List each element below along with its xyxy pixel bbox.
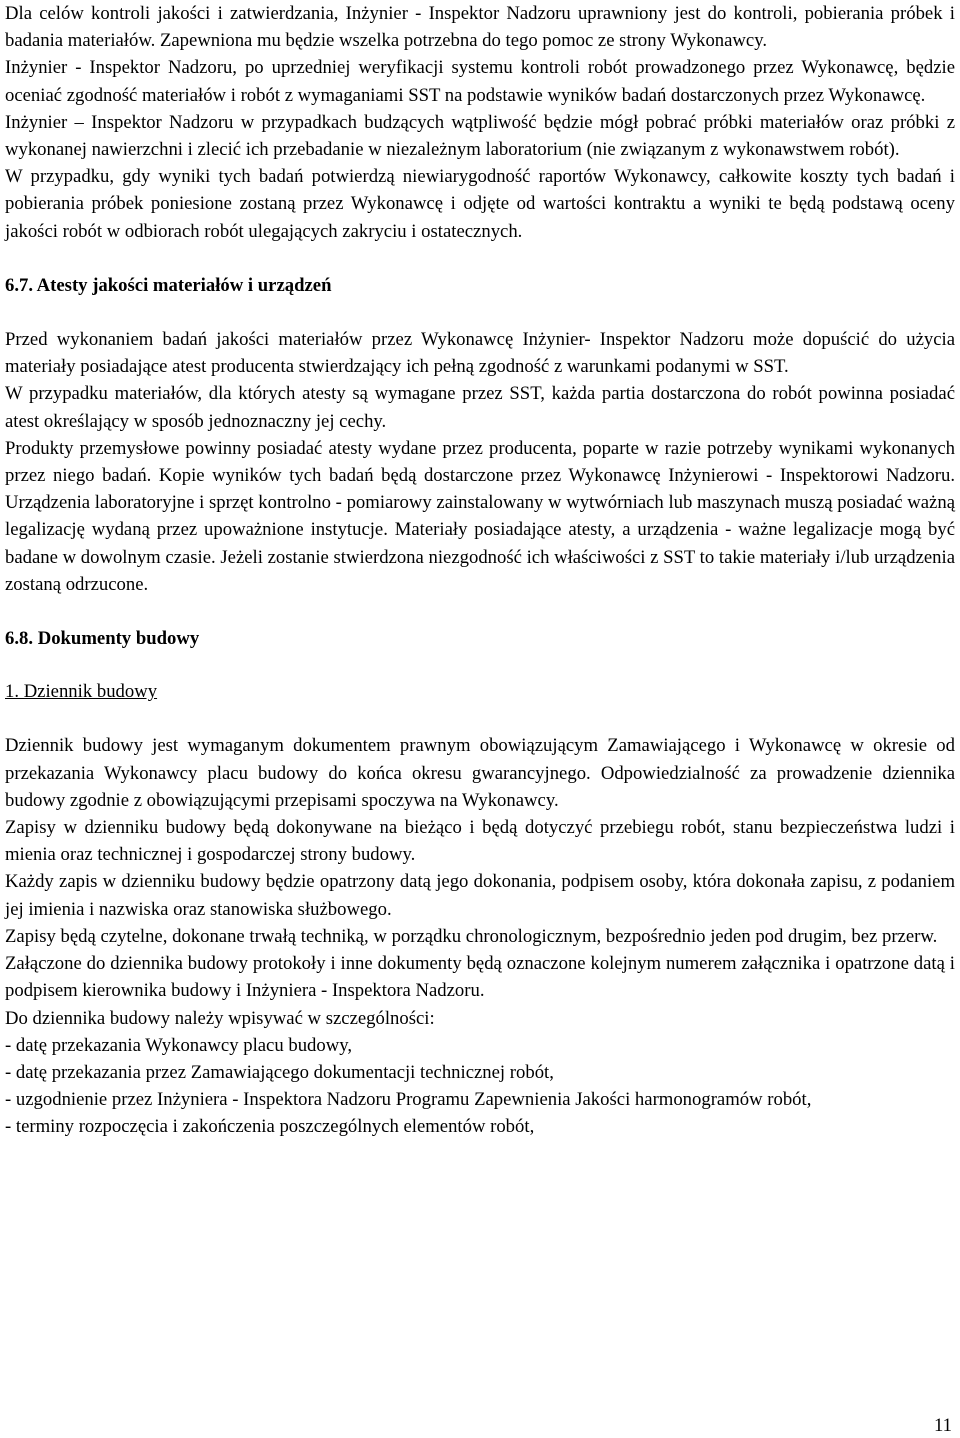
document-page — [5, 0, 955, 1141]
paragraph: Do dziennika budowy należy wpisywać w szczególności: — [5, 1007, 435, 1029]
paragraph: W przypadku materiałów, dla których atesty są wymagane przez SST, każda partia dostarczona do robót powinna posiadać atest określający w sposób jednoznaczny jej cechy. — [5, 383, 955, 432]
list-item: - datę przekazania przez Zamawiającego dokumentacji technicznej robót, — [5, 1061, 554, 1083]
paragraph: Dziennik budowy jest wymaganym dokumentem prawnym obowiązującym Zamawiającego i Wykonawcę w okresie od przekazania Wykonawcy placu budowy do końca okresu gwarancyjnego. Odpowiedzialność za prowadzenie dziennika budowy zgodnie z obowiązującymi przepisami spoczywa na Wykonawcy. — [5, 735, 955, 811]
paragraph: Dla celów kontroli jakości i zatwierdzania, Inżynier - Inspektor Nadzoru uprawniony jest do kontroli, pobierania próbek i badania materiałów. Zapewniona mu będzie wszelka potrzebna do tego pomoc ze strony Wykonawcy. — [5, 3, 955, 52]
paragraph: Zapisy będą czytelne, dokonane trwałą techniką, w porządku chronologicznym, bezpośrednio jeden pod drugim, bez przerw. — [5, 925, 938, 947]
spacer — [5, 299, 955, 326]
list-item: - uzgodnienie przez Inżyniera - Inspektora Nadzoru Programu Zapewnienia Jakości harmonogramów robót, — [5, 1089, 812, 1111]
spacer — [5, 598, 955, 625]
list-item: - datę przekazania Wykonawcy placu budowy, — [5, 1034, 353, 1056]
paragraph: Zapisy w dzienniku budowy będą dokonywane na bieżąco i będą dotyczyć przebiegu robót, stanu bezpieczeństwa ludzi i mienia oraz technicznej i gospodarczej strony budowy. — [5, 817, 955, 866]
paragraph: Inżynier – Inspektor Nadzoru w przypadkach budzących wątpliwość będzie mógł pobrać próbki materiałów oraz próbki z wykonanej nawierzchni i zlecić ich przebadanie w niezależnym laboratorium (nie związanym z wykonawstwem robót). — [5, 111, 955, 161]
paragraph: Inżynier - Inspektor Nadzoru, po uprzedniej weryfikacji systemu kontroli robót prowadzonego przez Wykonawcę, będzie oceniać zgodność materiałów i robót z wymaganiami SST na podstawie wyników badań dostarczonych przez Wykonawcę. — [5, 57, 955, 106]
paragraph: Przed wykonaniem badań jakości materiałów przez Wykonawcę Inżynier- Inspektor Nadzoru może dopuścić do użycia materiały posiadające atest producenta stwierdzający ich pełną zgodność z warunkami podanymi w SST. — [5, 329, 955, 378]
paragraph: W przypadku, gdy wyniki tych badań potwierdzą niewiarygodność raportów Wykonawcy, całkowite koszty tych badań i pobierania próbek poniesione zostaną przez Wykonawcę i odjęte od wartości kontraktu a wyniki te będą podstawą oceny jakości robót w odbiorach robót ulegających zakryciu i ostatecznych. — [5, 166, 955, 242]
section-number: 6.7. — [5, 274, 34, 296]
paragraph: Załączone do dziennika budowy protokoły i inne dokumenty będą oznaczone kolejnym numerem załącznika i opatrzone datą i podpisem kierownika budowy i Inżyniera - Inspektora Nadzoru. — [5, 953, 955, 1002]
section-heading-6-8 — [5, 625, 955, 652]
section-heading-6-7 — [5, 272, 955, 299]
section-title: Atesty jakości materiałów i urządzeń — [36, 274, 332, 296]
spacer — [5, 652, 955, 678]
paragraph: Produkty przemysłowe powinny posiadać atesty wydane przez producenta, poparte w razie potrzeby wynikami wykonanych przez niego badań. Kopie wyników tych badań będą dostarczone przez Wykonawcę Inżynierowi - Inspektorowi Nadzoru. Urządzenia laboratoryjne i sprzęt kontrolno - pomiarowy zainstalowany w wytwórniach lub maszynach muszą posiadać ważną legalizację wydaną przez upoważnione instytucje. Materiały posiadające atesty, a urządzenia - ważne legalizacje mogą być badane w dowolnym czasie. Jeżeli zostanie stwierdzona niezgodność ich właściwości z SST to takie materiały i/lub urządzenia zostaną odrzucone. — [5, 437, 955, 595]
list-item: - terminy rozpoczęcia i zakończenia poszczególnych elementów robót, — [5, 1116, 535, 1138]
subsection-title: 1. Dziennik budowy — [5, 681, 158, 703]
spacer — [5, 245, 955, 272]
section-number: 6.8. — [5, 628, 34, 650]
spacer — [5, 705, 955, 732]
page-number: 11 — [934, 1415, 952, 1436]
paragraph: Każdy zapis w dzienniku budowy będzie opatrzony datą jego dokonania, podpisem osoby, która dokonała zapisu, z podaniem jej imienia i nazwiska oraz stanowiska służbowego. — [5, 871, 955, 920]
section-title: Dokumenty budowy — [37, 628, 200, 650]
